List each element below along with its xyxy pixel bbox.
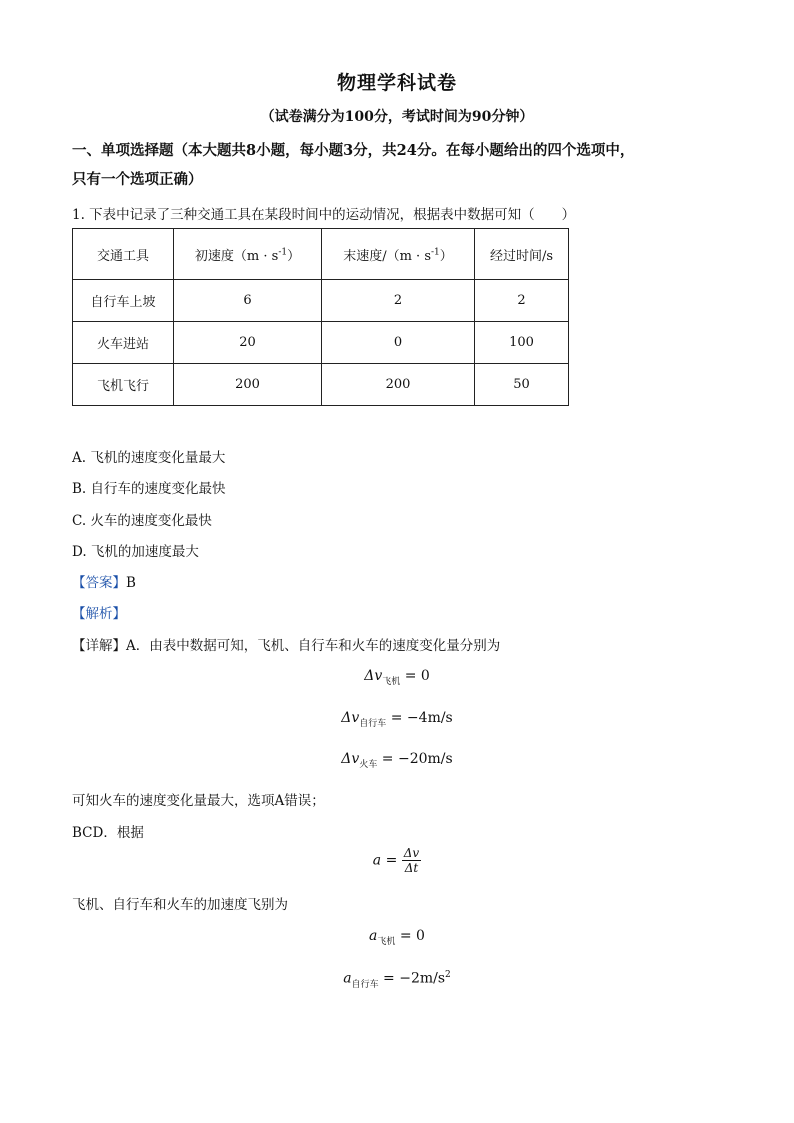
- page-title: 物理学科试卷: [336, 72, 457, 94]
- table-header-cell: 末速度$/(m \cdot s^{-1})$: [322, 229, 475, 280]
- table-cell: 2: [475, 280, 569, 322]
- table-row: [73, 280, 569, 322]
- section-heading-line2: 只有一个选项正确）: [72, 171, 203, 188]
- option-d: D. 飞机的加速度最大: [72, 544, 199, 560]
- conclusion-a: 可知火车的速度变化量最大，选项A错误；: [72, 793, 325, 809]
- answer-value: B: [126, 575, 136, 591]
- formula-a-bike: $a_{自行车} = -2m/s^2$: [343, 970, 451, 990]
- section-heading: [72, 136, 722, 194]
- formula-dv-train: $\Delta v_{火车} = -20m/s$: [341, 751, 453, 770]
- table-cell: 火车进站: [73, 322, 174, 364]
- data-table: [72, 228, 569, 406]
- analysis-tag: 【解析】: [72, 606, 126, 622]
- table-cell: 2: [322, 280, 475, 322]
- table-header-cell: 初速度$(m \cdot s^{-1})$: [174, 229, 322, 280]
- page-subtitle: （试卷满分为100分，考试时间为90分钟）: [260, 109, 534, 125]
- table-header-cell: 经过时间/s: [475, 229, 569, 280]
- table-cell: 200: [322, 364, 475, 406]
- table-row: [73, 364, 569, 406]
- accel-line: 飞机、自行车和火车的加速度飞别为: [72, 897, 288, 913]
- table-cell: 0: [322, 322, 475, 364]
- table-cell: 200: [174, 364, 322, 406]
- detail-line: [72, 634, 500, 654]
- detail-tag: 【详解】: [72, 638, 126, 654]
- bcd-line: BCD．根据: [72, 825, 144, 841]
- table-cell: 6: [174, 280, 322, 322]
- section-heading-line1: 一、单项选择题（本大题共8小题，每小题3分，共24分。在每小题给出的四个选项中，: [72, 142, 635, 159]
- detail-text: A．由表中数据可知，飞机、自行车和火车的速度变化量分别为: [126, 638, 501, 654]
- question-stem: 1. 下表中记录了三种交通工具在某段时间中的运动情况，根据表中数据可知（ ）: [72, 207, 576, 223]
- table-cell: 自行车上坡: [73, 280, 174, 322]
- table-cell: 飞机飞行: [73, 364, 174, 406]
- answer-tag: 【答案】: [72, 575, 126, 591]
- option-c: C. 火车的速度变化最快: [72, 513, 212, 529]
- table-cell: 100: [475, 322, 569, 364]
- table-header-row: [73, 229, 569, 280]
- formula-dv-plane: $\Delta v_{飞机} = 0$: [364, 668, 430, 687]
- option-b: B. 自行车的速度变化最快: [72, 481, 226, 497]
- formula-accel-def: a = $\frac{\Delta v}{\Delta t}$: [372, 846, 420, 875]
- answer-line: [72, 571, 136, 591]
- table-cell: 20: [174, 322, 322, 364]
- table-header-cell: 交通工具: [73, 229, 174, 280]
- option-a: A. 飞机的速度变化量最大: [72, 450, 226, 466]
- table-row: [73, 322, 569, 364]
- analysis-line: [72, 602, 126, 622]
- formula-dv-bike: $\Delta v_{自行车} = -4m/s$: [341, 710, 453, 729]
- formula-a-plane: $a_{飞机} = 0$: [369, 928, 425, 947]
- table-cell: 50: [475, 364, 569, 406]
